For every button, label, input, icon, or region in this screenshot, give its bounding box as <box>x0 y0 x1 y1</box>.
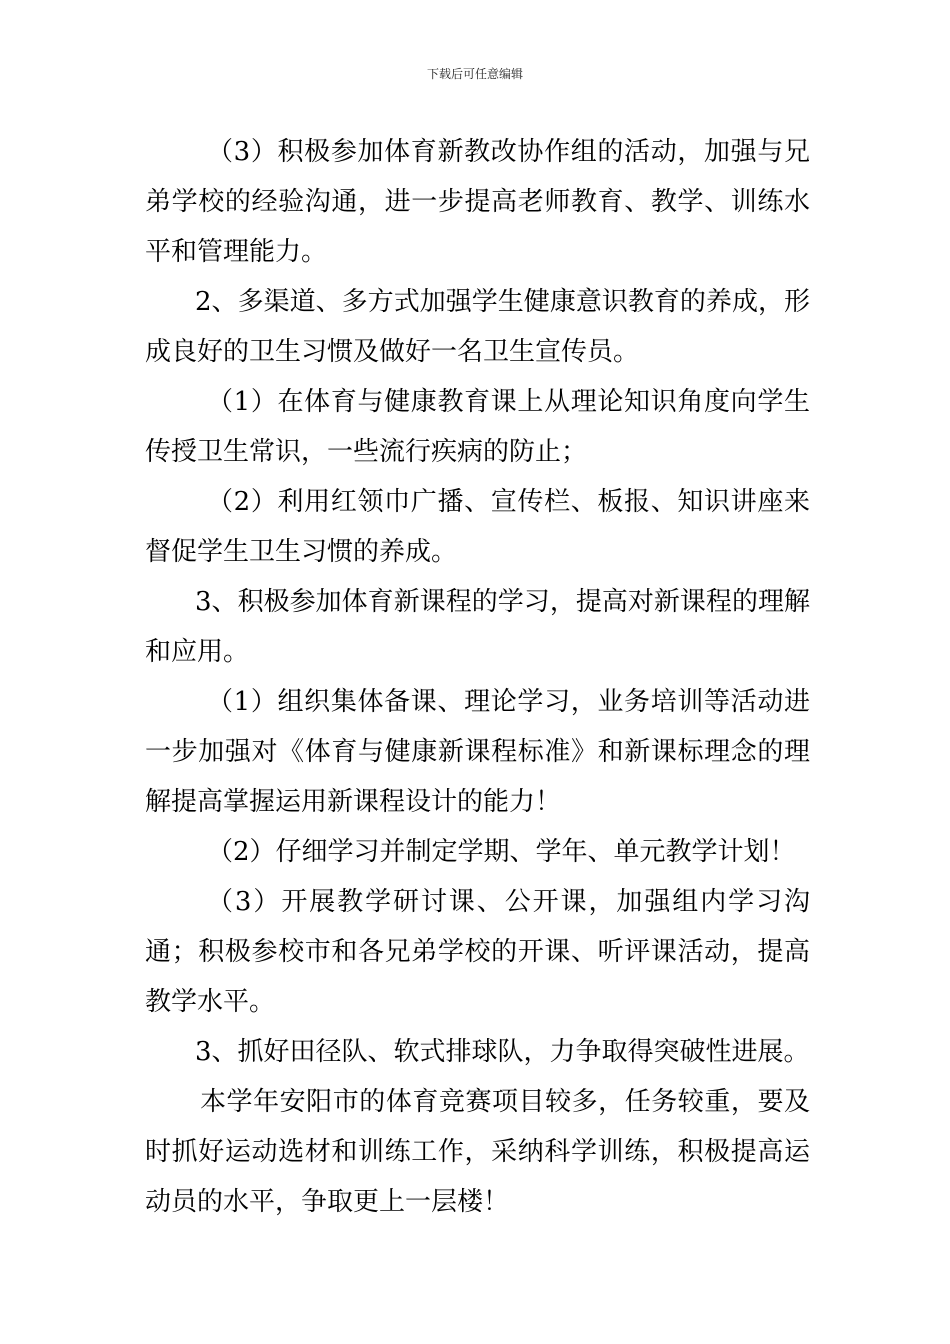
paragraph-item-2-plans: （2）仔细学习并制定学期、学年、单元教学计划！ <box>207 837 796 867</box>
paragraph-competitions: 本学年安阳市的体育竞赛项目较多，任务较重，要及时抓好运动选材和训练工作，采纳科学训练，积极提高运动员的水平，争取更上一层楼！ <box>145 1087 810 1217</box>
download-note: 下载后可任意编辑 <box>426 67 523 81</box>
paragraph-item-1-hygiene: （1）在体育与健康教育课上从理论知识角度向学生传授卫生常识，一些流行疾病的防止； <box>145 387 810 467</box>
paragraph-item-1-lesson-prep: （1）组织集体备课、理论学习，业务培训等活动进一步加强对《体育与健康新课程标准》和新课标理念的理解提高掌握运用新课程设计的能力！ <box>145 687 810 817</box>
paragraph-section-2-health: 2、多渠道、多方式加强学生健康意识教育的养成，形成良好的卫生习惯及做好一名卫生宣传员。 <box>145 287 810 367</box>
paragraph-section-3-curriculum: 3、积极参加体育新课程的学习，提高对新课程的理解和应用。 <box>145 587 810 667</box>
paragraph-item-2-broadcast: （2）利用红领巾广播、宣传栏、板报、知识讲座来督促学生卫生习惯的养成。 <box>145 487 810 567</box>
document-body <box>145 127 810 1227</box>
paragraph-section-3-teams: 3、抓好田径队、软式排球队，力争取得突破性进展。 <box>195 1037 810 1067</box>
paragraph-item-3-exchange: （3）积极参加体育新教改协作组的活动，加强与兄弟学校的经验沟通，进一步提高老师教育、教学、训练水平和管理能力。 <box>145 137 810 267</box>
paragraph-item-3-open-lessons: （3）开展教学研讨课、公开课，加强组内学习沟通；积极参校市和各兄弟学校的开课、听评课活动，提高教学水平。 <box>145 887 810 1017</box>
